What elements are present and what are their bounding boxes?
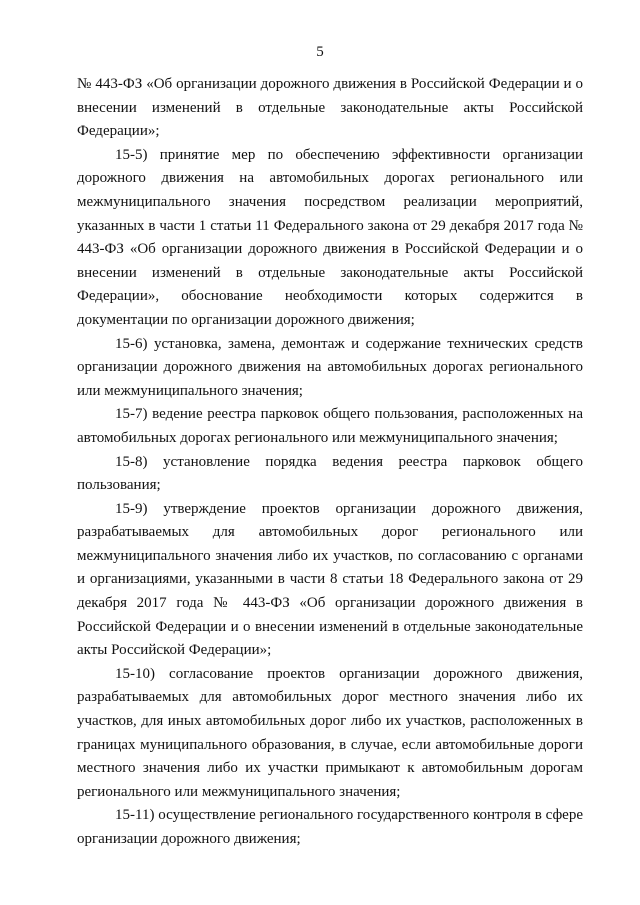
paragraph-15-10: 15-10) согласование проектов организации дорожного движения, разрабатываемых для автомобильных дорог местного значения либо их участков, для иных автомобильных дорог либо их участков, расположенных в границах муниципального образования, в случае, если автомобильные дороги местного значения либо их участки примыкают к автомобильным дорогам регионального или межмуниципального значения; <box>77 665 583 800</box>
paragraph-15-6: 15-6) установка, замена, демонтаж и содержание технических средств организации дорожного движения на автомобильных дорогах регионального или межмуниципального значения; <box>77 335 583 399</box>
document-body <box>77 73 583 852</box>
paragraph-15-5: 15-5) принятие мер по обеспечению эффективности организации дорожного движения на автомобильных дорогах регионального или межмуниципального значения посредством реализации мероприятий, указанных в части 1 статьи 11 Федерального закона от 29 декабря 2017 года № 443-ФЗ «Об организации дорожного движения в Российской Федерации и о внесении изменений в отдельные законодательные акты Российской Федерации», обоснование необходимости которых содержится в документации по организации дорожного движения; <box>77 146 583 328</box>
paragraph-15-8: 15-8) установление порядка ведения реестра парковок общего пользования; <box>77 453 583 494</box>
paragraph-15-9: 15-9) утверждение проектов организации дорожного движения, разрабатываемых для автомобильных дорог регионального или межмуниципального значения либо их участков, по согласованию с органами и организациями, указанными в части 8 статьи 18 Федерального закона от 29 декабря 2017 года № 443-ФЗ «Об организации дорожного движения в Российской Федерации и о внесении изменений в отдельные законодательные акты Российской Федерации»; <box>77 500 583 659</box>
paragraph-continuation: № 443-ФЗ «Об организации дорожного движения в Российской Федерации и о внесении изменений в отдельные законодательные акты Российской Федерации»; <box>77 76 583 140</box>
page-number: 5 <box>316 44 324 60</box>
paragraph-15-11: 15-11) осуществление регионального государственного контроля в сфере организации дорожного движения; <box>77 807 583 847</box>
paragraph-15-7: 15-7) ведение реестра парковок общего пользования, расположенных на автомобильных дорогах регионального или межмуниципального значения; <box>77 406 583 446</box>
